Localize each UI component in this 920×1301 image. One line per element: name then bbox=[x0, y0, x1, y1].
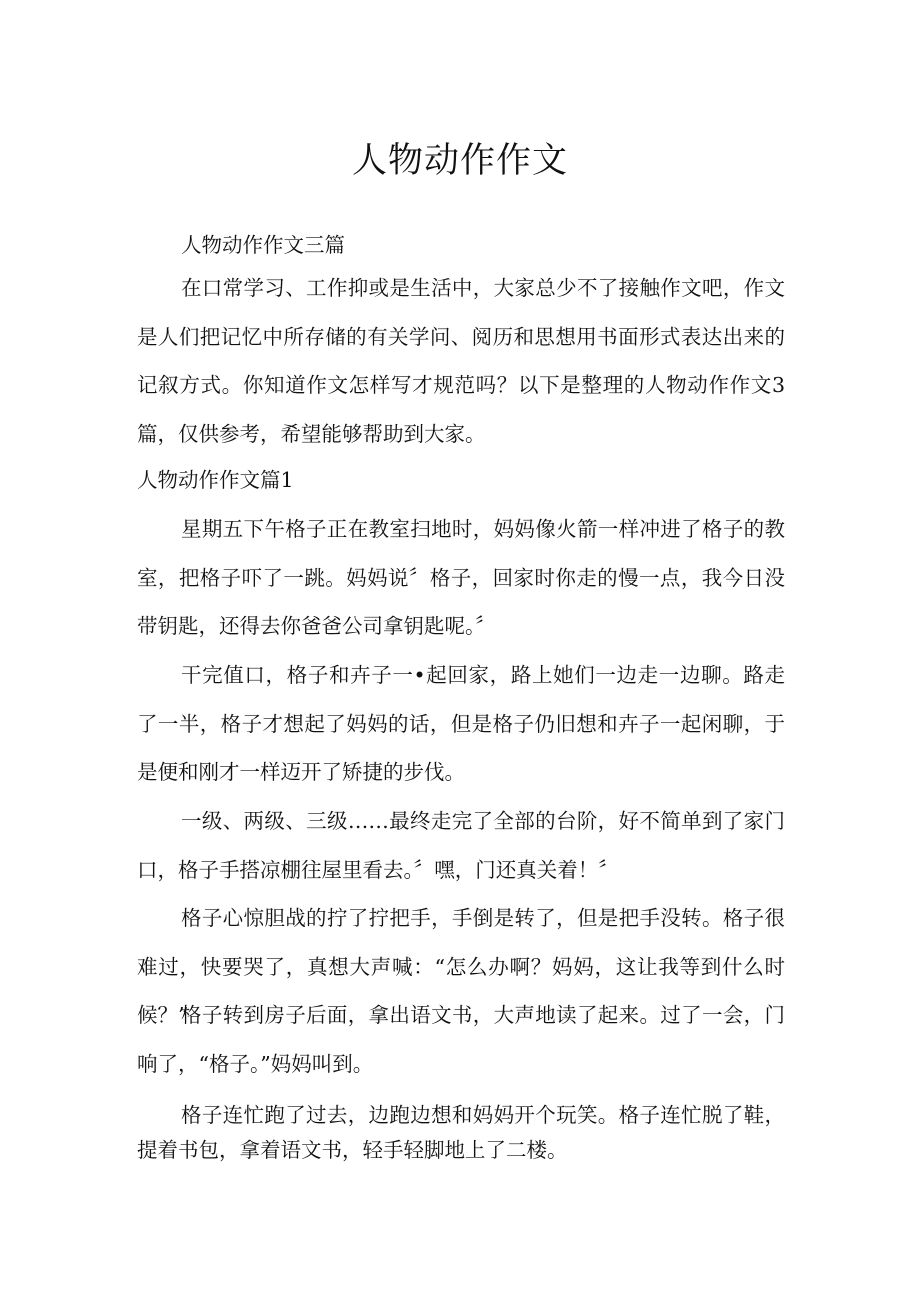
body-paragraph-3: 一级、两级、三级……最终走完了全部的台阶，好不简单到了家门口，格子手搭凉棚往屋里看去。〞嘿，门还真关着！〞 bbox=[137, 809, 785, 882]
body-paragraph-2: 干完值口，格子和卉子一•起回家，路上她们一边走一边聊。路走了一半，格子才想起了妈妈的话，但是格子仍旧想和卉子一起闲聊，于是便和刚才一样迈开了矫捷的步伐。 bbox=[137, 663, 785, 784]
intro-paragraph: 在口常学习、工作抑或是生活中，大家总少不了接触作文吧，作文是人们把记忆中所存储的有关学问、阅历和思想用书面形式表达出来的记叙方式。你知道作文怎样写才规范吗？以下是整理的人物动作作文3篇，仅供参考，希望能够帮助到大家。 bbox=[137, 276, 785, 446]
body-paragraph-6: 格子连忙跑了过去，边跑边想和妈妈开个玩笑。格子连忙脱了鞋，提着书包，拿着语文书，轻手轻脚地上了二楼。 bbox=[137, 1103, 785, 1162]
document-title: 人物动作作文 bbox=[351, 141, 568, 181]
section-heading: 人物动作作文篇1 bbox=[137, 468, 294, 492]
document-subtitle: 人物动作作文三篇 bbox=[181, 233, 345, 257]
body-paragraph-5: 格子转到房子后面，拿出语文书，大声地读了起来。过了一会，门响了，“格子。”妈妈叫到。 bbox=[137, 1003, 785, 1076]
body-paragraph-1: 星期五下午格子正在教室扫地时，妈妈像火箭一样冲进了格子的教室，把格子吓了一跳。妈妈说〞格子，回家时你走的慢一点，我今日没带钥匙，还得去你爸爸公司拿钥匙呢。〞 bbox=[137, 517, 785, 638]
body-paragraph-4: 格子心惊胆战的拧了拧把手，手倒是转了，但是把手没转。格子很难过，快要哭了，真想大声喊：“怎么办啊？妈妈，这让我等到什么时候？” bbox=[137, 906, 785, 1027]
